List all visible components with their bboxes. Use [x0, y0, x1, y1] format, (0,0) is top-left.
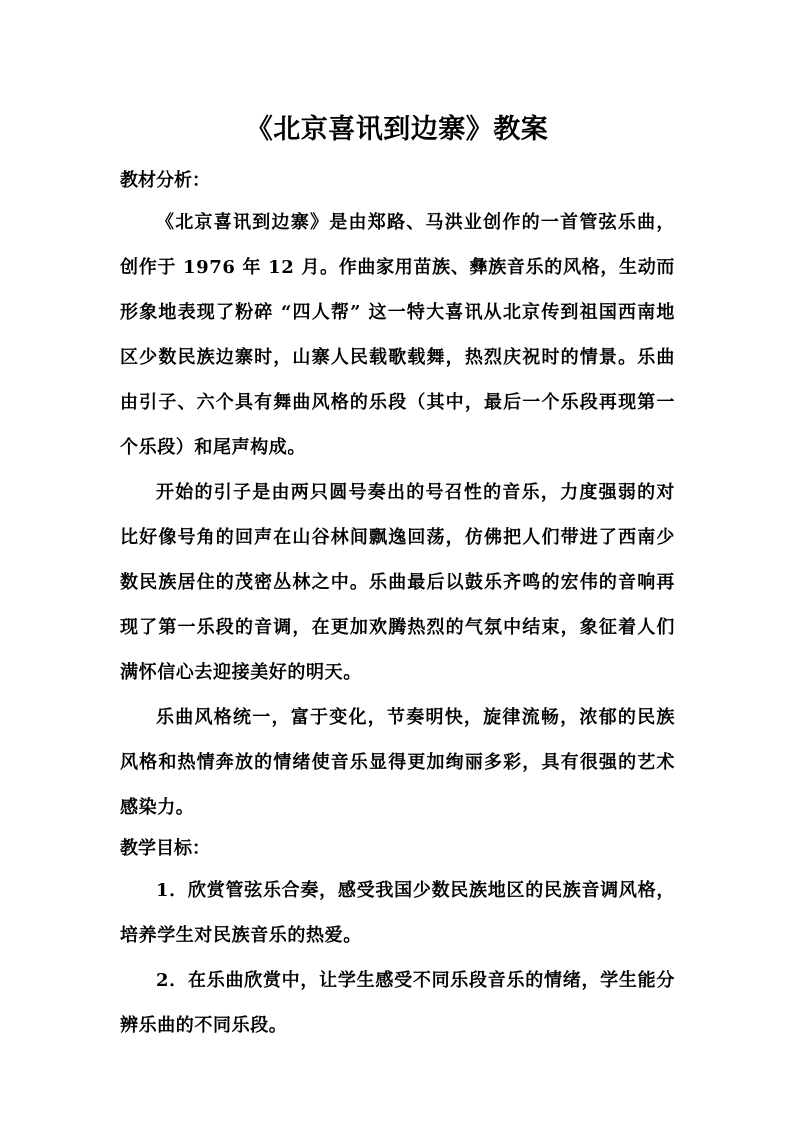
- section-materials-analysis: [120, 162, 675, 830]
- section-heading: 教学目标：: [120, 838, 210, 859]
- paragraph: 开始的引子是由两只圆号奏出的号召性的音乐，力度强弱的对比好像号角的回声在山谷林间飘逸回荡，仿佛把人们带进了西南少数民族居住的茂密丛林之中。乐曲最后以鼓乐齐鸣的宏伟的音响再现了第一乐段的音调，在更加欢腾热烈的气氛中结束，象征着人们满怀信心去迎接美好的明天。: [120, 482, 675, 683]
- section-heading: 教材分析：: [120, 170, 210, 191]
- section-teaching-goals: [120, 830, 675, 1048]
- list-item: 1．欣赏管弦乐合奏，感受我国少数民族地区的民族音调风格，培养学生对民族音乐的热爱。: [120, 880, 675, 946]
- paragraph: 乐曲风格统一，富于变化，节奏明快，旋律流畅，浓郁的民族风格和热情奔放的情绪使音乐显得更加绚丽多彩，具有很强的艺术感染力。: [120, 707, 675, 818]
- document-title: 《北京喜讯到边寨》教案: [245, 114, 549, 145]
- paragraph: 《北京喜讯到边寨》是由郑路、马洪业创作的一首管弦乐曲，创作于 1976 年 12 月。作曲家用苗族、彝族音乐的风格，生动而形象地表现了粉碎 “四人帮” 这一特大喜讯从北京传到祖国西南地区少数民族边寨时，山寨人民载歌载舞，热烈庆祝时的情景。乐曲由引子、六个具有舞曲风格的乐段（其中，最后一个乐段再现第一个乐段）和尾声构成。: [120, 212, 675, 458]
- document-body: [120, 162, 675, 1048]
- list-item: 2．在乐曲欣赏中，让学生感受不同乐段音乐的情绪，学生能分辨乐曲的不同乐段。: [120, 970, 675, 1036]
